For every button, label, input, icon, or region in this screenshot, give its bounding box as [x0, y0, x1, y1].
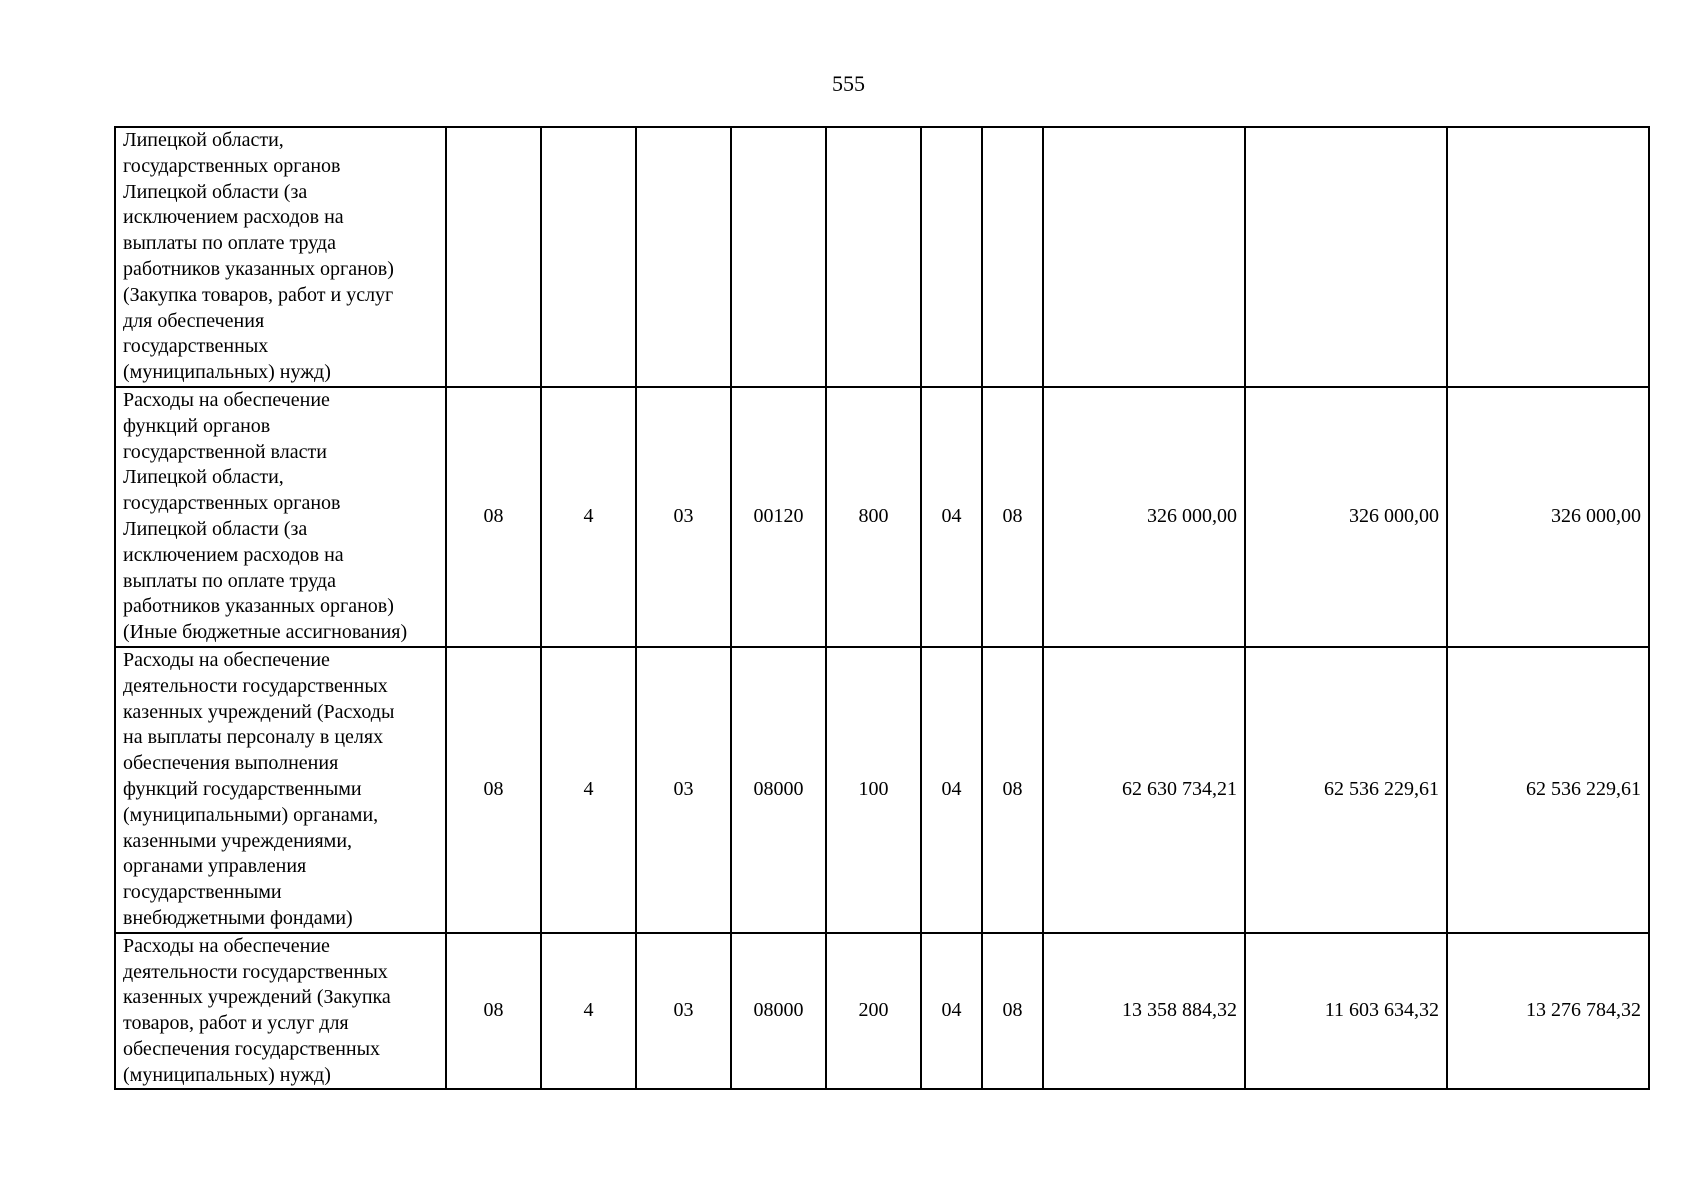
- table-row: [115, 127, 1649, 387]
- row-description: Расходы на обеспечение функций органов государственной власти Липецкой области, государственных органов Липецкой области (за исключением расходов на выплаты по оплате труда работников указанных органов) (Иные бюджетные ассигнования): [115, 387, 446, 647]
- row-description: Расходы на обеспечение деятельности государственных казенных учреждений (Закупка товаров, работ и услуг для обеспечения государственных (муниципальных) нужд): [115, 933, 446, 1090]
- direction-code-cell: 00120: [731, 387, 826, 647]
- expense-type-cell: 800: [826, 387, 921, 647]
- subsection-code-cell: 08: [982, 647, 1043, 933]
- section-code-cell: [921, 127, 982, 387]
- amount-year-2-cell: 62 536 229,61: [1245, 647, 1447, 933]
- section-code-cell: 04: [921, 387, 982, 647]
- subprogram-code-cell: 4: [541, 647, 636, 933]
- amount-year-3-cell: 13 276 784,32: [1447, 933, 1649, 1090]
- main-event-code-cell: 03: [636, 387, 731, 647]
- program-code-cell: 08: [446, 933, 541, 1090]
- amount-year-3-cell: 62 536 229,61: [1447, 647, 1649, 933]
- subprogram-code-cell: 4: [541, 387, 636, 647]
- table-row: [115, 647, 1649, 933]
- amount-year-1-cell: 13 358 884,32: [1043, 933, 1245, 1090]
- program-code-cell: [446, 127, 541, 387]
- main-event-code-cell: 03: [636, 933, 731, 1090]
- table-row: [115, 387, 1649, 647]
- direction-code-cell: 08000: [731, 647, 826, 933]
- amount-year-2-cell: 11 603 634,32: [1245, 933, 1447, 1090]
- amount-year-1-cell: [1043, 127, 1245, 387]
- budget-table: [114, 126, 1650, 1090]
- amount-year-2-cell: 326 000,00: [1245, 387, 1447, 647]
- table-row: [115, 933, 1649, 1090]
- page-number: 555: [832, 71, 865, 96]
- main-event-code-cell: 03: [636, 647, 731, 933]
- amount-year-1-cell: 62 630 734,21: [1043, 647, 1245, 933]
- direction-code-cell: [731, 127, 826, 387]
- section-code-cell: 04: [921, 933, 982, 1090]
- row-description: Липецкой области, государственных органов Липецкой области (за исключением расходов на выплаты по оплате труда работников указанных органов) (Закупка товаров, работ и услуг для обеспечения государственных (муниципальных) нужд): [115, 127, 446, 387]
- row-description: Расходы на обеспечение деятельности государственных казенных учреждений (Расходы на выплаты персоналу в целях обеспечения выполнения функций государственными (муниципальными) органами, казенными учреждениями, органами управления государственными внебюджетными фондами): [115, 647, 446, 933]
- expense-type-cell: [826, 127, 921, 387]
- subprogram-code-cell: 4: [541, 933, 636, 1090]
- subprogram-code-cell: [541, 127, 636, 387]
- subsection-code-cell: 08: [982, 933, 1043, 1090]
- amount-year-3-cell: 326 000,00: [1447, 387, 1649, 647]
- program-code-cell: 08: [446, 647, 541, 933]
- expense-type-cell: 200: [826, 933, 921, 1090]
- main-event-code-cell: [636, 127, 731, 387]
- amount-year-2-cell: [1245, 127, 1447, 387]
- direction-code-cell: 08000: [731, 933, 826, 1090]
- amount-year-1-cell: 326 000,00: [1043, 387, 1245, 647]
- subsection-code-cell: 08: [982, 387, 1043, 647]
- section-code-cell: 04: [921, 647, 982, 933]
- subsection-code-cell: [982, 127, 1043, 387]
- program-code-cell: 08: [446, 387, 541, 647]
- amount-year-3-cell: [1447, 127, 1649, 387]
- expense-type-cell: 100: [826, 647, 921, 933]
